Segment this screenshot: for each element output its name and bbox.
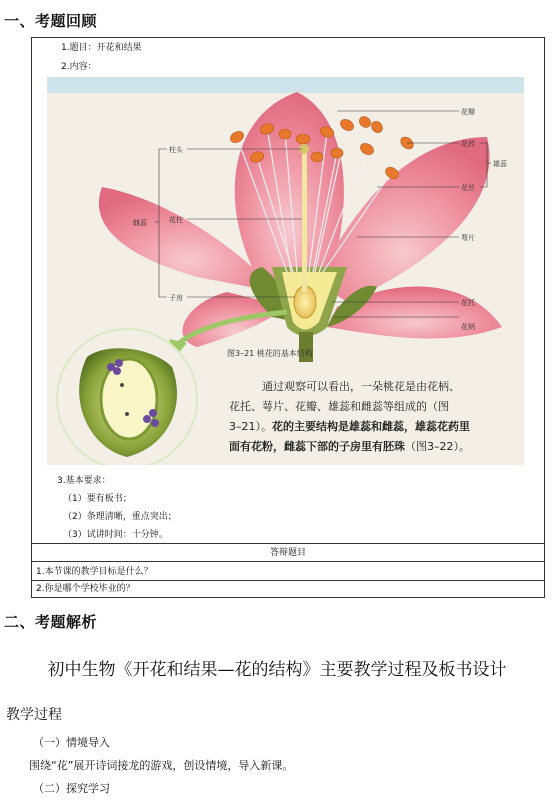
requirements-title: 3.基本要求： [57, 476, 111, 486]
figure-caption: 图3–21 桃花的基本结构 [227, 349, 313, 358]
label-filament: 花丝 [461, 184, 475, 192]
section-heading-analysis: 二、考题解析 [4, 613, 98, 631]
label-style: 花柱 [169, 216, 183, 224]
label-receptacle: 花托 [461, 299, 475, 307]
requirement-2: （2）条理清晰，重点突出； [63, 512, 177, 522]
figure-text-line-3: 3–21）。花的主要结构是雄蕊和雌蕊，雄蕊花药里 [229, 420, 470, 433]
defense-question-2: 2.你是哪个学校毕业的？ [36, 584, 135, 594]
requirement-3: （3）试讲时间：十分钟。 [63, 530, 168, 540]
figure-text-line-4: 面有花粉，雌蕊下部的子房里有胚珠（图3–22）。 [229, 440, 470, 453]
style [302, 152, 307, 292]
divider [32, 561, 544, 562]
content-label: 2.内容： [61, 62, 97, 72]
requirement-1: （1）要有板书； [63, 494, 132, 504]
label-anther: 花药 [461, 140, 475, 148]
section-heading-review: 一、考题回顾 [4, 12, 98, 30]
defense-question-1: 1.本节课的教学目标是什么？ [36, 567, 153, 577]
figure-text-line-2: 花托、萼片、花瓣、雄蕊和雌蕊等组成的（图 [229, 400, 449, 413]
label-stamen: 雄蕊 [493, 160, 507, 168]
defense-header: 答辩题目 [269, 548, 306, 558]
divider [32, 543, 544, 544]
step-1-title: （一）情境导入 [33, 736, 110, 749]
teaching-process-heading: 教学过程 [6, 707, 62, 723]
peach-flower-figure [47, 77, 524, 465]
topic-line: 1.题目：开花和结果 [61, 43, 142, 53]
label-pistil: 雌蕊 [133, 219, 147, 227]
label-petal: 花瓣 [461, 108, 475, 116]
step-2-title: （二）探究学习 [33, 782, 110, 795]
label-stigma: 柱头 [169, 146, 183, 154]
figure-text-line-1: 通过观察可以看出，一朵桃花是由花柄、 [262, 380, 460, 393]
step-1-text: 围绕“花”展开诗词接龙的游戏，创设情境，导入新课。 [29, 759, 294, 772]
lesson-title: 初中生物《开花和结果—花的结构》主要教学过程及板书设计 [47, 660, 507, 680]
label-ovary: 子房 [169, 294, 183, 302]
label-sepal: 萼片 [461, 234, 475, 242]
divider [32, 580, 544, 581]
flower-diagram [47, 77, 524, 465]
label-pedicel: 花柄 [461, 323, 475, 331]
